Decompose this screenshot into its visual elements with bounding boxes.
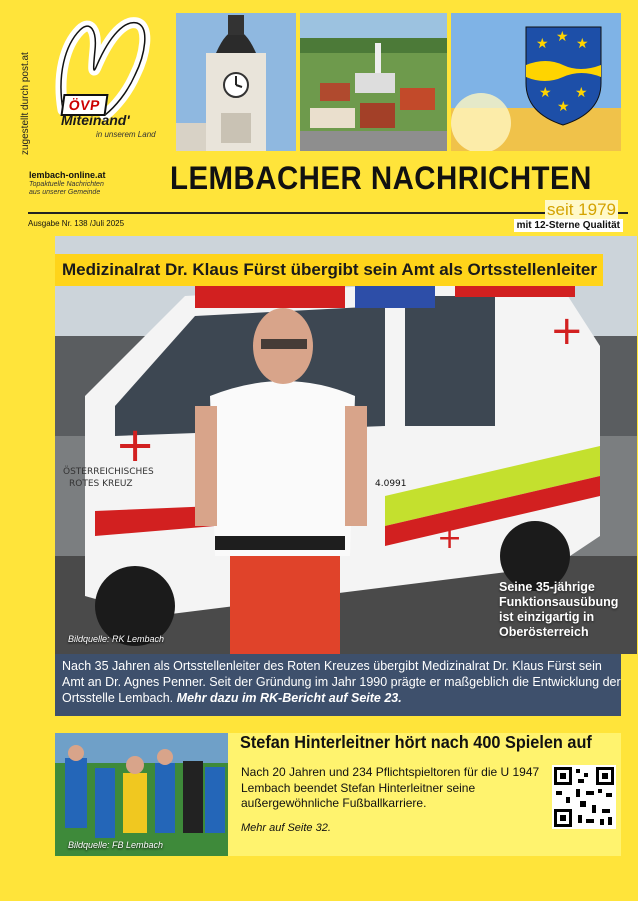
coat-of-arms-photo <box>451 13 621 151</box>
svg-text:★: ★ <box>536 36 549 52</box>
lead-photo-credit: Bildquelle: RK Lembach <box>68 634 165 644</box>
svg-text:★: ★ <box>539 85 552 101</box>
svg-text:★: ★ <box>557 99 570 115</box>
lead-summary-box <box>55 654 621 716</box>
second-body: Nach 20 Jahren und 234 Pflichtspieltoren für die U 1947 Lembach beendet Stefan Hinterleitner seine außergewöhnliche Fußballkarriere. <box>241 765 540 810</box>
svg-text:★: ★ <box>575 85 588 101</box>
oevp-badge: ÖVP <box>60 94 108 116</box>
second-headline: Stefan Hinterleitner hört nach 400 Spielen auf <box>240 732 592 752</box>
lead-side-caption: Seine 35-jährige Funktionsausübung ist einzigartig in Oberösterreich <box>499 580 619 639</box>
svg-text:+: + <box>550 308 584 354</box>
qr-code-icon <box>552 765 616 829</box>
second-photo-credit: Bildquelle: FB Lembach <box>68 840 164 850</box>
van-text-2: ROTES KREUZ <box>69 479 133 489</box>
svg-text:★: ★ <box>556 29 569 45</box>
svg-text:+: + <box>437 521 463 556</box>
delivery-note: zugestellt durch post.at <box>20 52 31 155</box>
svg-text:+: + <box>115 417 156 473</box>
issue-label: Ausgabe Nr. 138 /Juli 2025 <box>28 219 125 228</box>
logo-name: Miteinand' <box>61 112 130 128</box>
stars-label: mit 12-Sterne Qualität <box>514 219 623 232</box>
coat-of-arms-icon <box>526 27 601 125</box>
svg-text:★: ★ <box>576 36 589 52</box>
site-subtitle: Topaktuelle Nachrichten aus unserer Gemeinde <box>29 181 104 196</box>
lead-headline: Medizinalrat Dr. Klaus Fürst übergibt sein Amt als Ortsstellenleiter <box>55 254 603 286</box>
logo-tagline: in unserem Land <box>96 130 156 139</box>
football-photo <box>55 733 228 856</box>
lead-more-link: Mehr dazu im RK-Bericht auf Seite 23. <box>176 691 402 705</box>
second-more-link: Mehr auf Seite 32. <box>241 822 331 834</box>
since-label: seit 1979 <box>547 200 616 219</box>
lead-summary: Nach 35 Jahren als Ortsstellenleiter des Roten Kreuzes übergibt Medizinalrat Dr. Klaus Fürst sein Amt an Dr. Agnes Penner. Seit der Gründung im Jahr 1990 prägte er maßgeblich die Entwicklung der Ortsstelle Lembach. <box>62 659 621 705</box>
van-number: 4.0991 <box>375 479 407 489</box>
masthead-rule <box>28 212 628 214</box>
site-url: lembach-online.at <box>29 170 106 180</box>
van-text-1: ÖSTERREICHISCHES <box>63 467 154 477</box>
church-tower-photo <box>176 13 296 151</box>
village-aerial-photo <box>300 13 447 151</box>
masthead-title: LEMBACHER NACHRICHTEN <box>170 160 592 196</box>
